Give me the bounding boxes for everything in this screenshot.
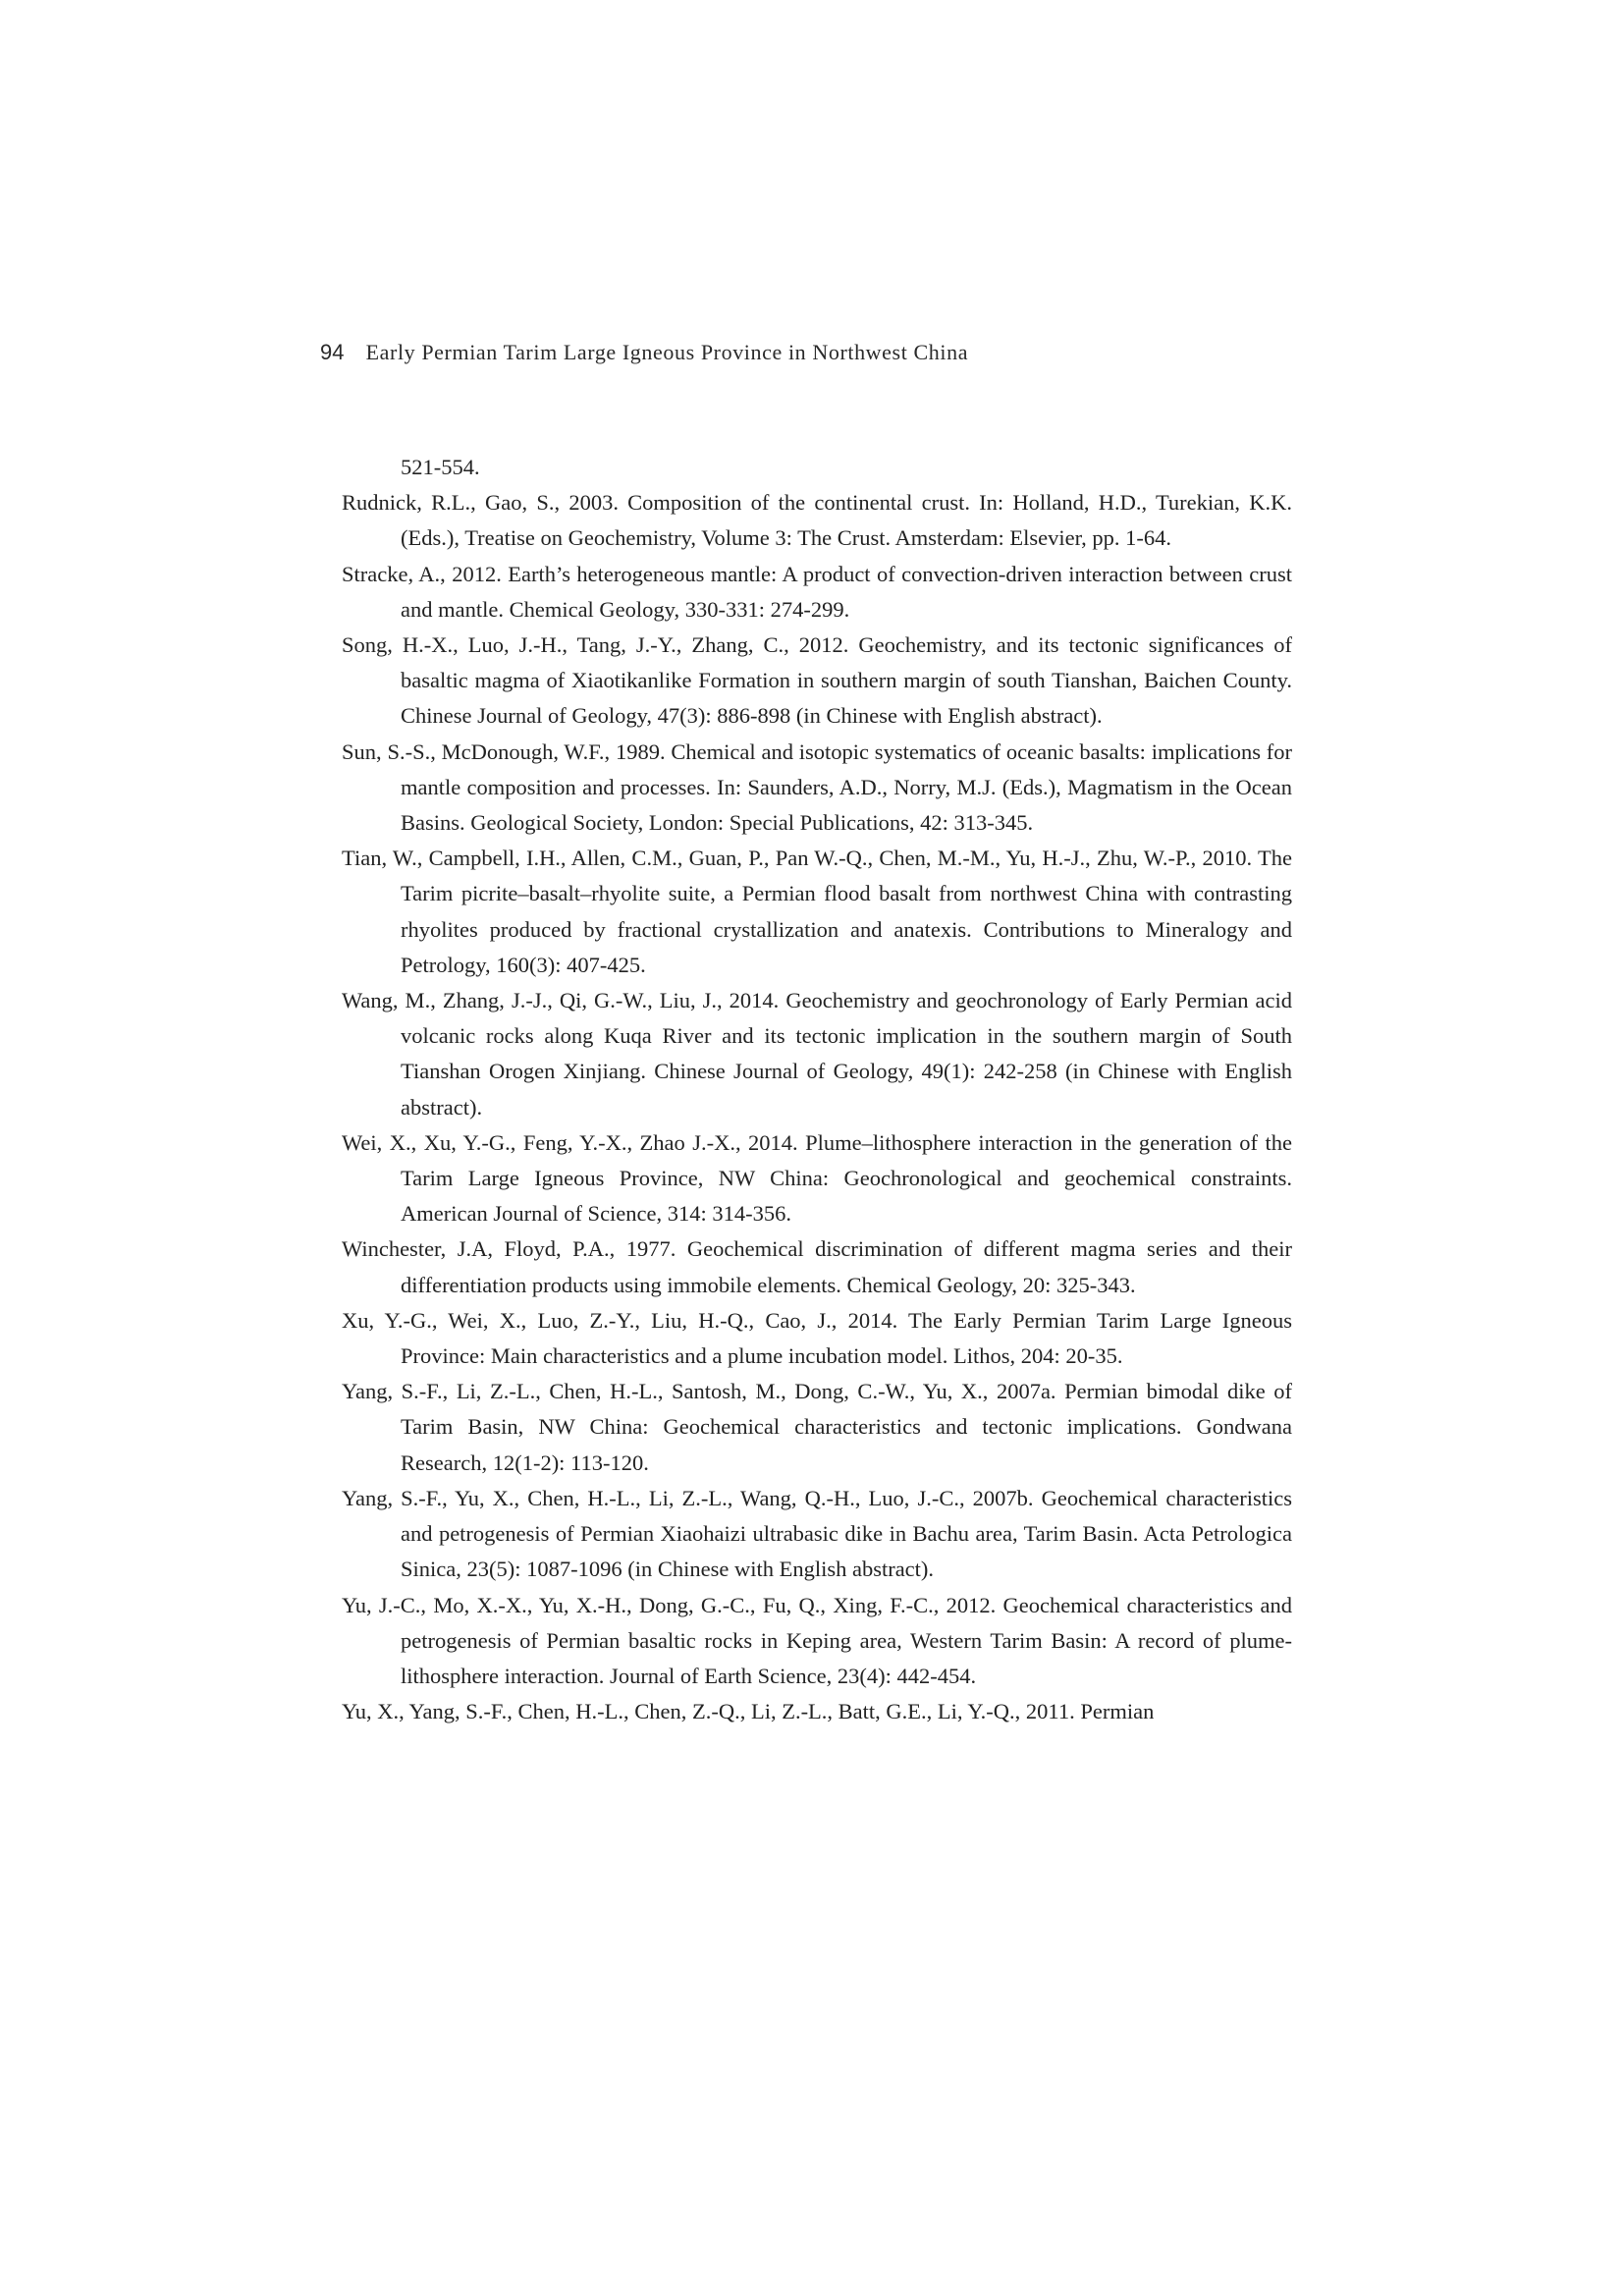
reference-item: Xu, Y.-G., Wei, X., Luo, Z.-Y., Liu, H.-Q., Cao, J., 2014. The Early Permian Tarim Large Igneous Province: Main characteristics and a plume incubation model. Lithos, 204: 20-35. <box>342 1307 1292 1369</box>
reference-item: Yang, S.-F., Yu, X., Chen, H.-L., Li, Z.-L., Wang, Q.-H., Luo, J.-C., 2007b. Geochemical characteristics and petrogenesis of Permian Xiaohaizi ultrabasic dike in Bachu area, Tarim Basin. Acta Petrologica Sinica, 23(5): 1087-1096 (in Chinese with English abstract). <box>342 1485 1292 1582</box>
reference-item: Wang, M., Zhang, J.-J., Qi, G.-W., Liu, J., 2014. Geochemistry and geochronology of Early Permian acid volcanic rocks along Kuqa River and its tectonic implication in the southern margin of South Tianshan Orogen Xinjiang. Chinese Journal of Geology, 49(1): 242-258 (in Chinese with English abstract). <box>342 988 1292 1120</box>
reference-continuation: 521-554. <box>401 455 480 479</box>
reference-item: Yu, J.-C., Mo, X.-X., Yu, X.-H., Dong, G.-C., Fu, Q., Xing, F.-C., 2012. Geochemical characteristics and petrogenesis of Permian basaltic rocks in Keping area, Western Tarim Basin: A record of plume-lithosphere interaction. Journal of Earth Science, 23(4): 442-454. <box>342 1592 1292 1688</box>
page-number: 94 <box>320 340 345 364</box>
reference-item: Rudnick, R.L., Gao, S., 2003. Composition of the continental crust. In: Holland, H.D., Turekian, K.K. (Eds.), Treatise on Geochemistry, Volume 3: The Crust. Amsterdam: Elsevier, pp. 1-64. <box>342 490 1292 551</box>
reference-item: Song, H.-X., Luo, J.-H., Tang, J.-Y., Zhang, C., 2012. Geochemistry, and its tectonic significances of basaltic magma of Xiaotikanlike Formation in southern margin of south Tianshan, Baichen County. Chinese Journal of Geology, 47(3): 886-898 (in Chinese with English abstract). <box>342 632 1292 729</box>
running-title: Early Permian Tarim Large Igneous Province in Northwest China <box>365 340 969 364</box>
reference-item: Yu, X., Yang, S.-F., Chen, H.-L., Chen, Z.-Q., Li, Z.-L., Batt, G.E., Li, Y.-Q., 2011. Permian <box>342 1699 1155 1724</box>
reference-item: Stracke, A., 2012. Earth’s heterogeneous mantle: A product of convection-driven interaction between crust and mantle. Chemical Geology, 330-331: 274-299. <box>342 561 1292 622</box>
reference-item: Winchester, J.A, Floyd, P.A., 1977. Geochemical discrimination of different magma series and their differentiation products using immobile elements. Chemical Geology, 20: 325-343. <box>342 1236 1292 1297</box>
reference-item: Tian, W., Campbell, I.H., Allen, C.M., Guan, P., Pan W.-Q., Chen, M.-M., Yu, H.-J., Zhu, W.-P., 2010. The Tarim picrite–basalt–rhyolite suite, a Permian flood basalt from northwest China with contrasting rhyolites produced by fractional crystallization and anatexis. Contributions to Mineralogy and Petrology, 160(3): 407-425. <box>342 846 1292 977</box>
running-header <box>320 340 968 365</box>
reference-item: Sun, S.-S., McDonough, W.F., 1989. Chemical and isotopic systematics of oceanic basalts: implications for mantle composition and processes. In: Saunders, A.D., Norry, M.J. (Eds.), Magmatism in the Ocean Basins. Geological Society, London: Special Publications, 42: 313-345. <box>342 738 1292 836</box>
reference-item: Yang, S.-F., Li, Z.-L., Chen, H.-L., Santosh, M., Dong, C.-W., Yu, X., 2007a. Permian bimodal dike of Tarim Basin, NW China: Geochemical characteristics and tectonic implications. Gondwana Research, 12(1-2): 113-120. <box>342 1379 1292 1475</box>
reference-list <box>342 450 1292 1729</box>
reference-item: Wei, X., Xu, Y.-G., Feng, Y.-X., Zhao J.-X., 2014. Plume–lithosphere interaction in the generation of the Tarim Large Igneous Province, NW China: Geochronological and geochemical constraints. American Journal of Science, 314: 314-356. <box>342 1129 1292 1227</box>
